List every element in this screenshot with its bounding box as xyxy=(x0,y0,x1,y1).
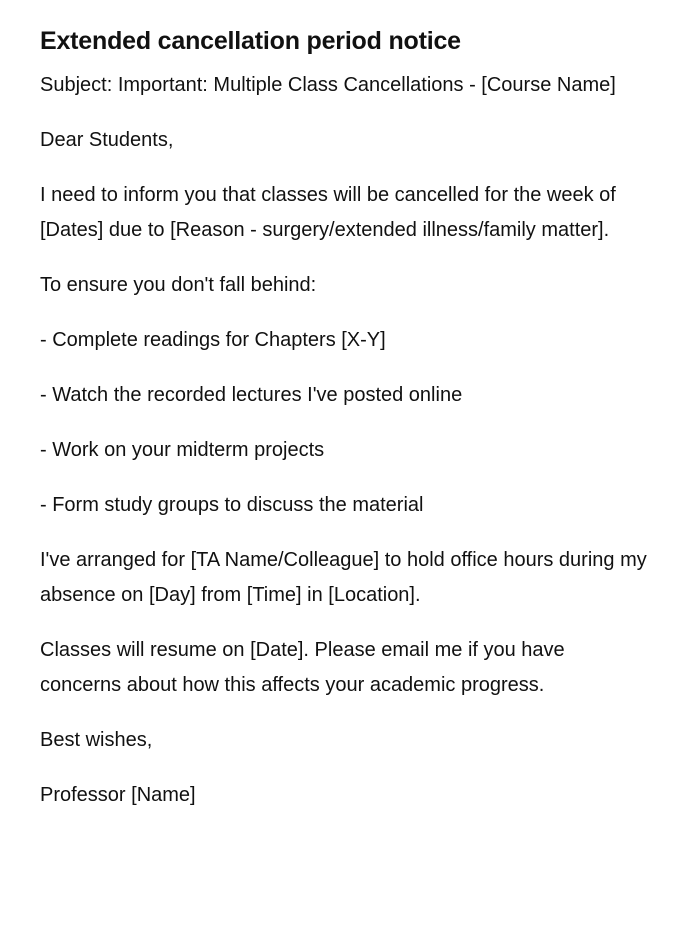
resume-paragraph: Classes will resume on [Date]. Please email me if you have concerns about how this affects your academic progress. xyxy=(40,639,565,696)
closing: Best wishes, xyxy=(40,729,153,751)
arrangement-paragraph: I've arranged for [TA Name/Colleague] to hold office hours during my absence on [Day] from [Time] in [Location]. xyxy=(40,549,647,606)
list-item: - Form study groups to discuss the material xyxy=(40,494,424,516)
greeting: Dear Students, xyxy=(40,129,174,151)
intro-paragraph: I need to inform you that classes will be cancelled for the week of [Dates] due to [Reason - surgery/extended illness/family matter]. xyxy=(40,184,616,241)
signature: Professor [Name] xyxy=(40,784,196,806)
list-item: - Work on your midterm projects xyxy=(40,439,325,461)
list-item: - Watch the recorded lectures I've posted online xyxy=(40,384,463,406)
document-title: Extended cancellation period notice xyxy=(40,27,461,55)
list-item: - Complete readings for Chapters [X-Y] xyxy=(40,329,386,351)
document-body xyxy=(40,24,650,833)
list-intro: To ensure you don't fall behind: xyxy=(40,274,317,296)
subject-line: Subject: Important: Multiple Class Cancellations - [Course Name] xyxy=(40,74,616,96)
